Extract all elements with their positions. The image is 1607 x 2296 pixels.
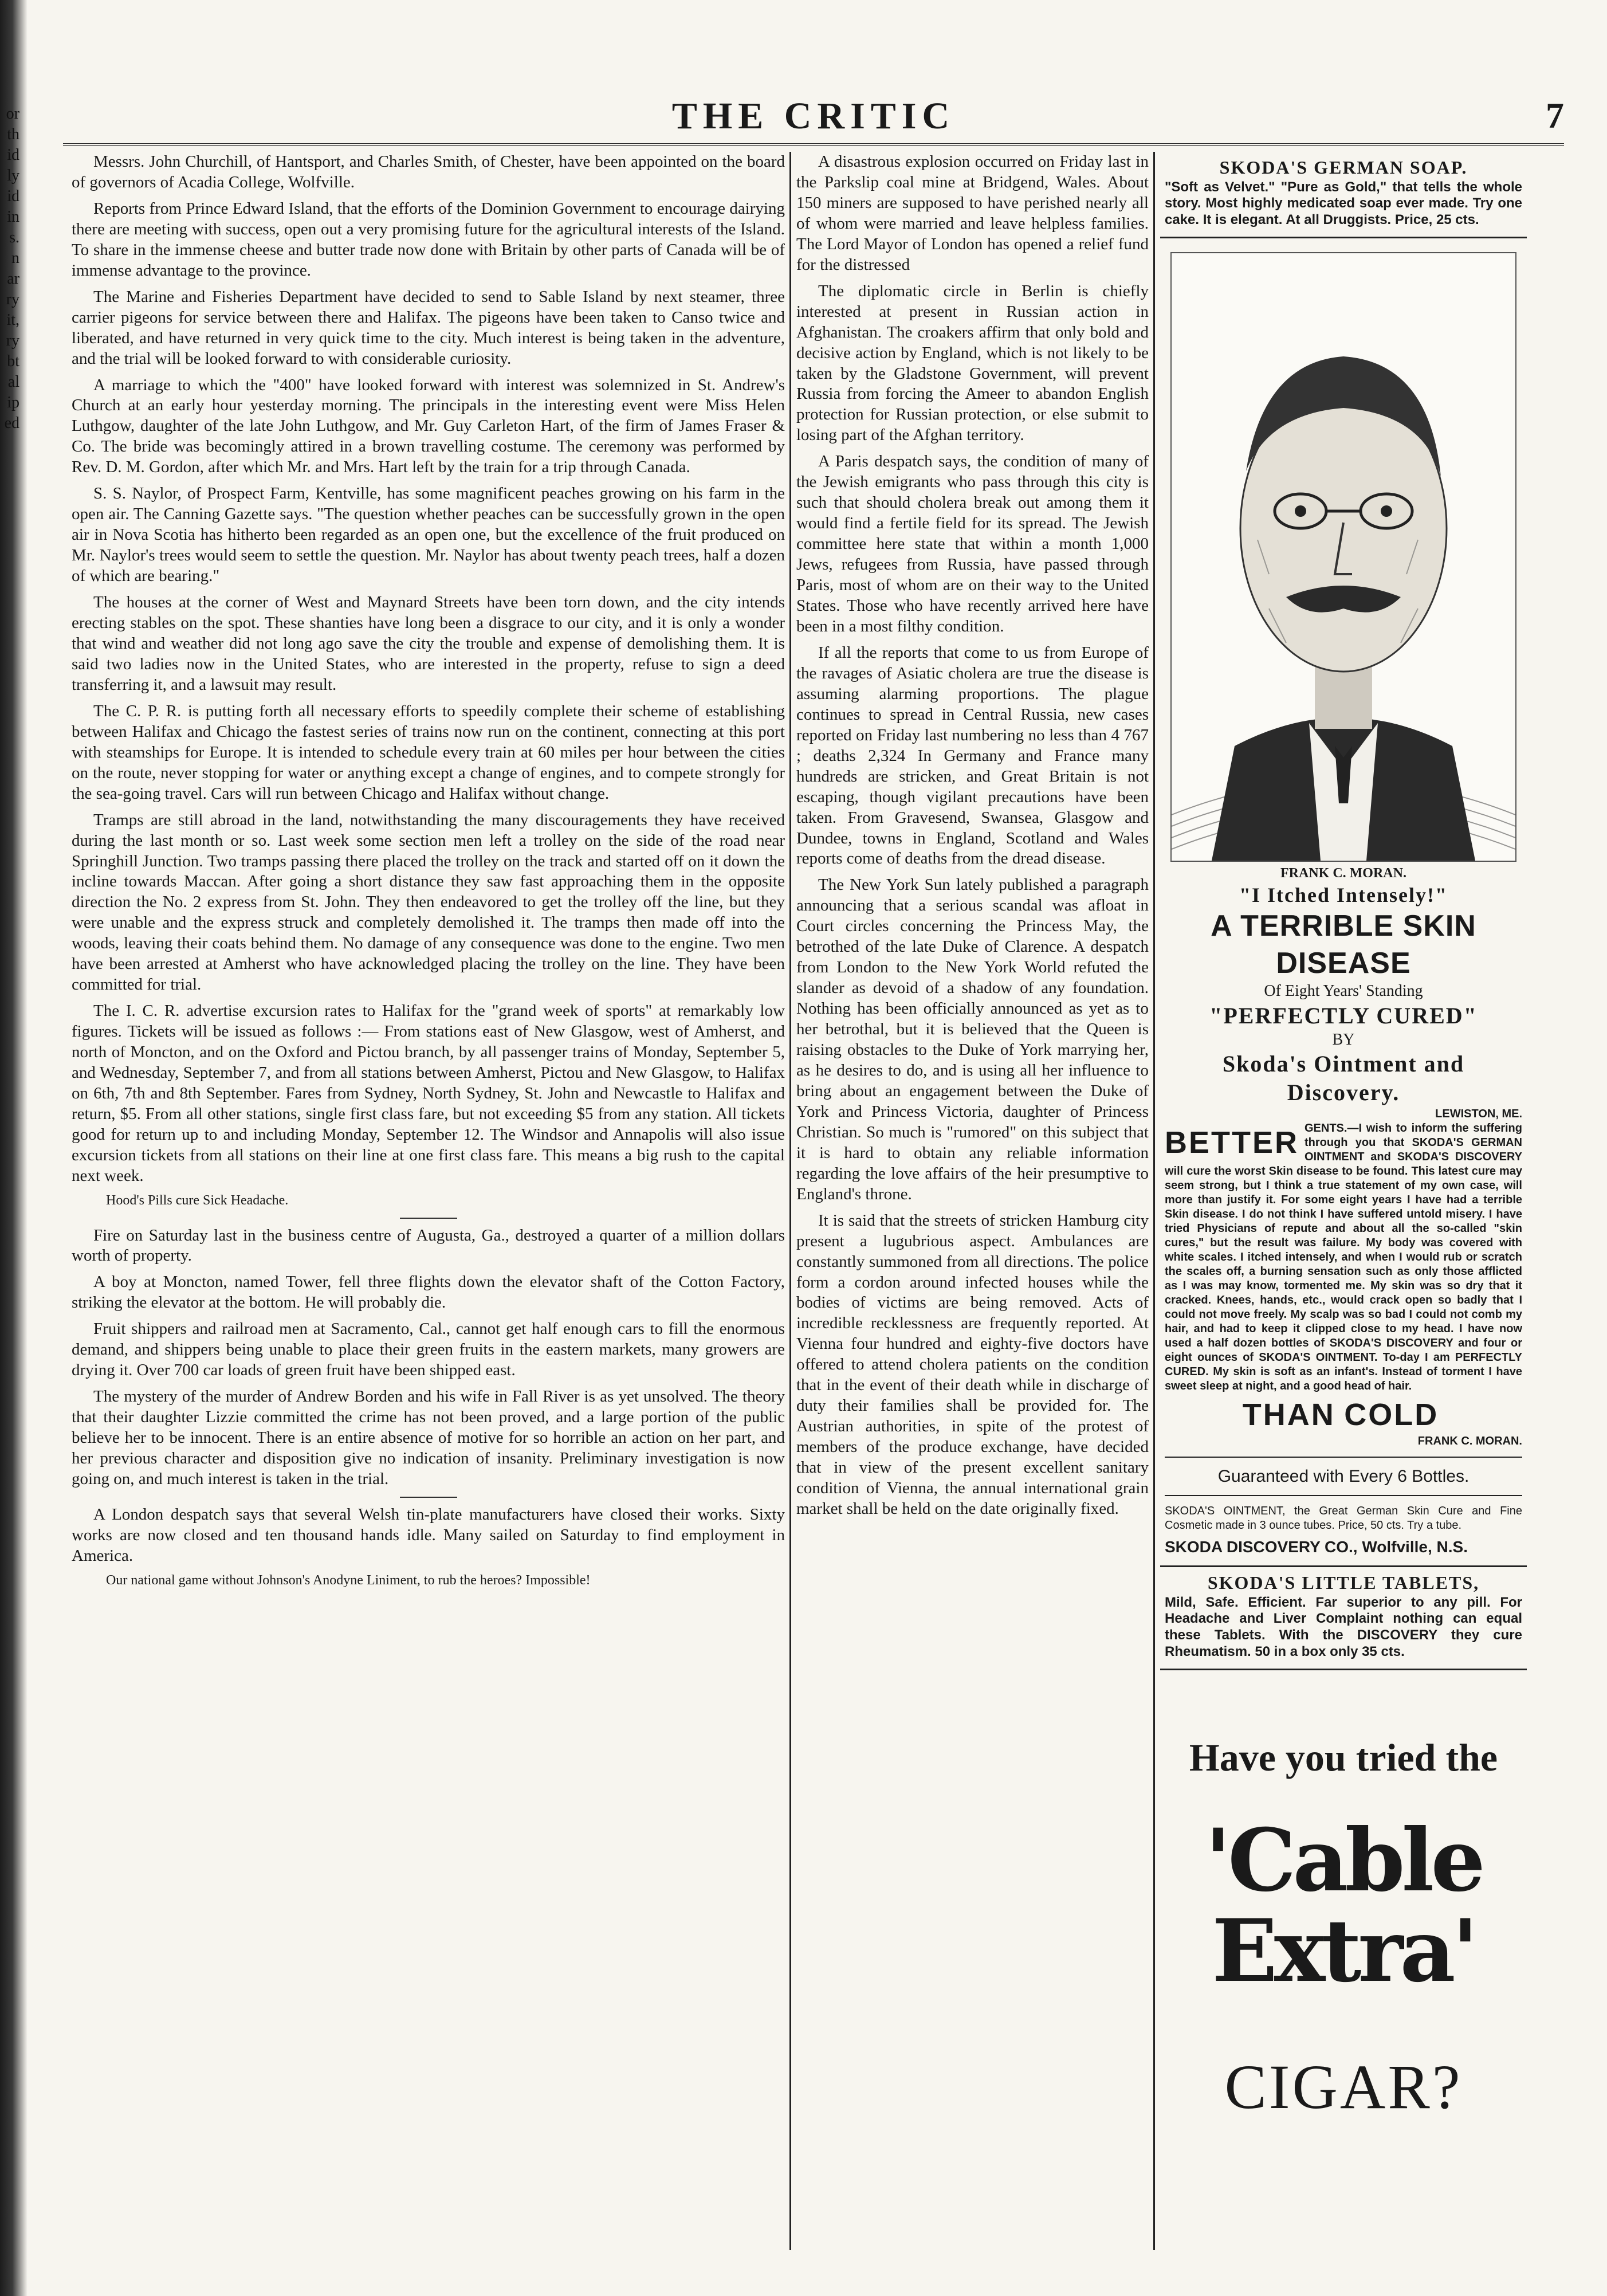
divider [1165,1495,1522,1496]
news-item: A disastrous explosion occurred on Friday last in the Parkslip coal mine at Bridgend, Wales. About 150 miners are supposed to have perished nearly all of whom were married and leave helpless families. The Lord Mayor of London has opened a relief fund for the distressed [796,152,1149,274]
column-rule [1153,152,1155,2250]
masthead-rule [63,143,1564,146]
column-2 [796,152,1149,2250]
skin-disease-advert [1160,238,1527,1567]
news-item: Fruit shippers and railroad men at Sacramento, Cal., cannot get half enough cars to fill the enormous demand, and shippers being unable to place their green fruits in the eastern markets, many growers are drying it. Over 700 car loads of green fruit have been shipped east. [72,1320,785,1380]
news-item: Messrs. John Churchill, of Hantsport, and Charles Smith, of Chester, have been appointed on the board of governors of Acadia College, Wolfville. [72,152,785,191]
tablets-advert [1160,1567,1527,1670]
news-item: A boy at Moncton, named Tower, fell three flights down the elevator shaft of the Cotton Factory, striking the elevator at the bottom. He will probably die. [72,1273,785,1312]
news-item: Fire on Saturday last in the business centre of Augusta, Ga., destroyed a quarter of a million dollars worth of property. [72,1226,785,1265]
news-item: The mystery of the murder of Andrew Borden and his wife in Fall River is as yet unsolved. The theory that their daughter Lizzie committed the crime has not been proved, and a large portion of the public believe her to be innocent. There is an entire absence of motive for so horrible an action on her part, and her previous character and disposition give no indication of insanity. Preliminary investigation is now going on, and much interest is taken in the trial. [72,1387,785,1488]
news-item: It is said that the streets of stricken Hamburg city present a lugubrious aspect. Ambulances are constantly summoned from all directions. The police form a cordon around infected houses while the bodies of victims are being removed. Acts of incredible recklessness are frequently reported. At Vienna four hundred and eighty-five doctors have offered to attend cholera patients on the condition that in the event of their death while in discharge of duty their families shall be provided for. The Austrian authorities, in spite of the protest of members of the produce exchange, have decided that in view of the present excellent sanitary condition of Vienna, the annual international grain market shall be held on the date originally fixed. [796,1211,1149,1518]
soap-advert-heading: SKODA'S GERMAN SOAP. [1219,157,1468,178]
advert-remedy: Skoda's Ointment and Discovery. [1222,1051,1465,1105]
news-item: If all the reports that come to us from Europe of the ravages of Asiatic cholera are true the disease is assuming alarming proportions. The plague continues to spread in Central Russia, new cases reported on Friday last numbering no less than 4 767 ; deaths 2,324 In Germany and France many hundreds are stricken, and Great Britain is not escaping, though vigilant precautions have been taken. From Gravesend, Swansea, Glasgow and Dundee, towns in England, Scotland and Wales reports come of deaths from the dread disease. [796,643,1149,868]
stamp-than: THAN [1242,1397,1335,1432]
edge-fragment: ry [6,332,19,350]
advert-subhead: Of Eight Years' Standing [1264,982,1423,1000]
portrait-caption: FRANK C. MORAN. [1280,866,1406,881]
edge-fragment: ip [7,394,19,411]
edge-fragments [0,103,19,433]
column-1 [72,152,785,2250]
edge-fragment: bt [7,352,19,370]
cigar-word: CIGAR? [1224,2052,1463,2122]
edge-fragment: th [7,125,19,143]
tablets-heading: SKODA'S LITTLE TABLETS, [1207,1572,1480,1593]
tablets-text: Mild, Safe. Efficient. Far superior to any pill. For Headache and Liver Complaint nothing can equal these Tablets. With the DISCOVERY they cure Rheumatism. 50 in a box only 35 cts. [1165,1594,1522,1660]
soap-advert [1160,152,1527,238]
advert-quote: "I Itched Intensely!" [1239,883,1448,906]
edge-fragment: ry [6,291,19,308]
news-item: Reports from Prince Edward Island, that the efforts of the Dominion Government to encourage dairying there are meeting with success, open out a very promising future for the agricultural interests of the Island. To share in the immense cheese and butter trade now done with Britain by other parts of Canada will be of immense advantage to the province. [72,199,785,280]
edge-fragment: n [11,249,19,267]
portrait-engraving [1170,252,1516,862]
news-item: The New York Sun lately published a paragraph announcing that a serious scandal was afloat in Court circles concerning the Princess May, the betrothed of the late Duke of Clarence. A despatch from London to the New York World refuted the slander as devoid of a shadow of any foundation. Nothing has been officially announced as yet as to her betrothal, but it is believed that the Queen is raising obstacles to the Duke of York marrying her, as he desires to do, and is using all her influence to bring about an engagement between the Duke of York and Princess Victoria, daughter of Princess Christian. So much is "rumored" on this subject that it is hard to obtain any reliable information regarding the love affairs of the heir presumptive to England's throne. [796,876,1149,1203]
news-item: The Marine and Fisheries Department have decided to send to Sable Island by next steamer, three carrier pigeons for service between there and Halifax. The pigeons have been taken to Canso twice and liberated, and have returned in very quick time to the city. Much interest is being taken in the adventure, and the trial will be looked forward to with considerable curiosity. [72,287,785,368]
newspaper-title: THE CRITIC [671,95,956,137]
separator [400,1497,457,1498]
news-item: The houses at the corner of West and Maynard Streets have been torn down, and the city intends erecting stables on the spot. These shanties have long been a disgrace to our city, and it is only a wonder that wind and weather did not long ago save the city the trouble and expense of demolishing them. It is said two ladies now in the United States, who are interested in the property, refuse to sign a deed transferring it, and a lawsuit may result. [72,593,785,694]
soap-advert-text: "Soft as Velvet." "Pure as Gold," that tells the whole story. Most highly medicated soap ever made. Try one cake. It is elegant. At all Druggists. Price, 25 cts. [1165,179,1522,228]
column-rule [789,152,791,2250]
edge-fragment: or [6,105,19,123]
advert-by: BY [1332,1030,1355,1049]
portrait-illustration [1172,253,1515,861]
edge-fragment: s. [9,229,19,246]
separator [400,1218,457,1219]
edge-fragment: id [7,146,19,164]
advert-headline: A TERRIBLE SKIN DISEASE [1211,909,1476,980]
advert-guarantee: Guaranteed with Every 6 Bottles. [1217,1467,1470,1486]
news-item: A marriage to which the "400" have looked forward with interest was solemnized in St. Andrew's Church at an early hour yesterday morning. The principals in the interesting event were Miss Helen Luthgow, daughter of the late John Luthgow, and Mr. Guy Carleton Hart, of the firm of James Fraser & Co. The bride was becomingly attired in a brown travelling costume. The ceremony was performed by Rev. D. M. Gordon, after which Mr. and Mrs. Hart left by the train for a trip through Canada. [72,375,785,477]
news-item: The diplomatic circle in Berlin is chiefly interested at present in Russian action in Afghanistan. The croakers affirm that only bold and decisive action by England, which is not likely to be taken by the Gladstone Government, will prevent Russia from forcing the Ameer to abandon English protection for Russian protection, or else submit to losing part of the Afghan territory. [796,281,1149,445]
news-item: Tramps are still abroad in the land, notwithstanding the many discouragements they have received during the last month or so. Last week some section men left a trolley on the side of the road near Springhill Junction. Two tramps passing there placed the trolley on the track and started off on it down the incline towards Maccan. After going a short distance they saw fast approaching them in the opposite direction the No. 2 express from St. John. They then endeavored to get the trolley off the line, but they were unable and the express struck and completely demolished it. The tramps then made off into the woods, leaving their coats behind them. No damage of any consequence was done to the engine. Two men have been arrested at Amherst who have acknowledged placing the trolley on the line. They have been committed for trial. [72,810,785,994]
ointment-notice: SKODA'S OINTMENT, the Great German Skin Cure and Fine Cosmetic made in 3 ounce tubes. Price, 50 cts. Try a tube. [1165,1505,1522,1532]
advert-cured: "PERFECTLY CURED" [1209,1003,1478,1029]
edge-fragment: in [7,208,19,226]
edge-fragment: ar [7,270,19,288]
edge-fragment: ly [7,167,19,185]
advert-note: Our national game without Johnson's Anodyne Liniment, to rub the heroes? Impossible! [106,1572,591,1588]
company-line: SKODA DISCOVERY CO., Wolfville, N.S. [1165,1538,1468,1556]
masthead [63,95,1564,140]
cigar-brand: 'Cable Extra' [1205,1810,1482,2001]
cigar-question: Have you tried the [1189,1735,1498,1779]
news-item: The I. C. R. advertise excursion rates to Halifax for the "grand week of sports" at remarkably low figures. Tickets will be issued as follows :— From stations east of New Glasgow, west of Amherst, and north of Moncton, and on the Oxford and Pictou branch, by all passenger trains of Monday, September 5, and Wednesday, September 7, and from all stations between Amherst, Pictou and New Glasgow, to Halifax on 6th, 7th and 8th September. Fares from Sydney, North Sydney, St. John and Newcastle to Halifax and return, $5. From all other stations, single first class fare, but not exceeding $5 from any station. All tickets good for return up to and including Monday, September 12. The Windsor and Annapolis will also issue excursion tickets from all stations on their line at one first class fare. This means a big rush to the capital next week. [72,1002,785,1185]
stamp-cold: COLD [1344,1397,1439,1432]
column-3-advertisements [1160,152,1527,2250]
cigar-advert [1160,1733,1527,2126]
edge-fragment: it, [6,311,19,329]
stamp-better: BETTER [1165,1125,1299,1160]
advert-note: Hood's Pills cure Sick Headache. [106,1192,289,1208]
testimonial-text: GENTS.—I wish to inform the suffering through you that SKODA'S GERMAN OINTMENT and SKODA'S DISCOVERY will cure the worst Skin disease to be found. This latest cure may seem strong, but I think a true statement of my own case, will more than justify it. For some eight years I have had a terrible Skin disease. I do not think I have suffered untold misery. I have tried Physicians of repute and about all the so-called "skin cures," but the result was failure. My body was covered with white scales. I itched intensely, and when I would rub or scratch the scales off, a burning sensation such as only those afflicted as I was may know, tormented me. My skin was so dry that it cracked. Knees, hands, etc., would crack open so badly that I could not move freely. My scalp was so bad I could not comb my hair, and had to keep it clipped close to my head. I have now used a half dozen bottles of SKODA'S DISCOVERY and four or eight ounces of SKODA'S OINTMENT. To-day I am PERFECTLY CURED. My skin is soft as an infant's. Instead of torment I have sweet sleep at night, and a good head of hair. [1165,1121,1522,1392]
edge-fragment: id [7,187,19,205]
advert-place: LEWISTON, ME. [1435,1107,1522,1120]
edge-fragment: al [7,373,19,391]
divider [1165,1457,1522,1458]
news-item: A Paris despatch says, the condition of many of the Jewish emigrants who pass through this city is such that should cholera break out among them it would find a fertile field for its spread. The Jewish committee here state that within a month 1,000 Jews, refugees from Russia, have passed through Paris, most of whom are on their way to the United States. Those who have recently arrived here have been in a most filthy condition. [796,452,1149,635]
testimonial-letter [1165,1121,1522,1449]
news-item: A London despatch says that several Welsh tin-plate manufacturers have closed their works. Sixty works are now closed and ten thousand hands idle. Many sailed on Saturday to find employment in America. [72,1505,785,1565]
news-item: The C. P. R. is putting forth all necessary efforts to speedily complete their scheme of establishing between Halifax and Chicago the fastest series of trains now run on the continent, connecting at this port with steamships for Europe. It is intended to schedule every train at 60 miles per hour between the cities on the route, never stopping for water or anything except a change of engines, and to compete strongly for the sea-going travel. Cars will run between Chicago and Halifax without change. [72,701,785,803]
page-number: 7 [1546,95,1564,136]
edge-fragment: ed [4,414,19,432]
testimonial-signature: FRANK C. MORAN. [1417,1435,1522,1448]
news-item: S. S. Naylor, of Prospect Farm, Kentville, has some magnificent peaches growing on his farm in the open air. The Canning Gazette says. "The question whether peaches can be successfully grown in the open air in Nova Scotia has hitherto been regarded as an open one, but the excellence of the fruit produced on Mr. Naylor's trees would seem to settle the question. Mr. Naylor has about twenty peach trees, half a dozen of which are bearing." [72,484,785,586]
